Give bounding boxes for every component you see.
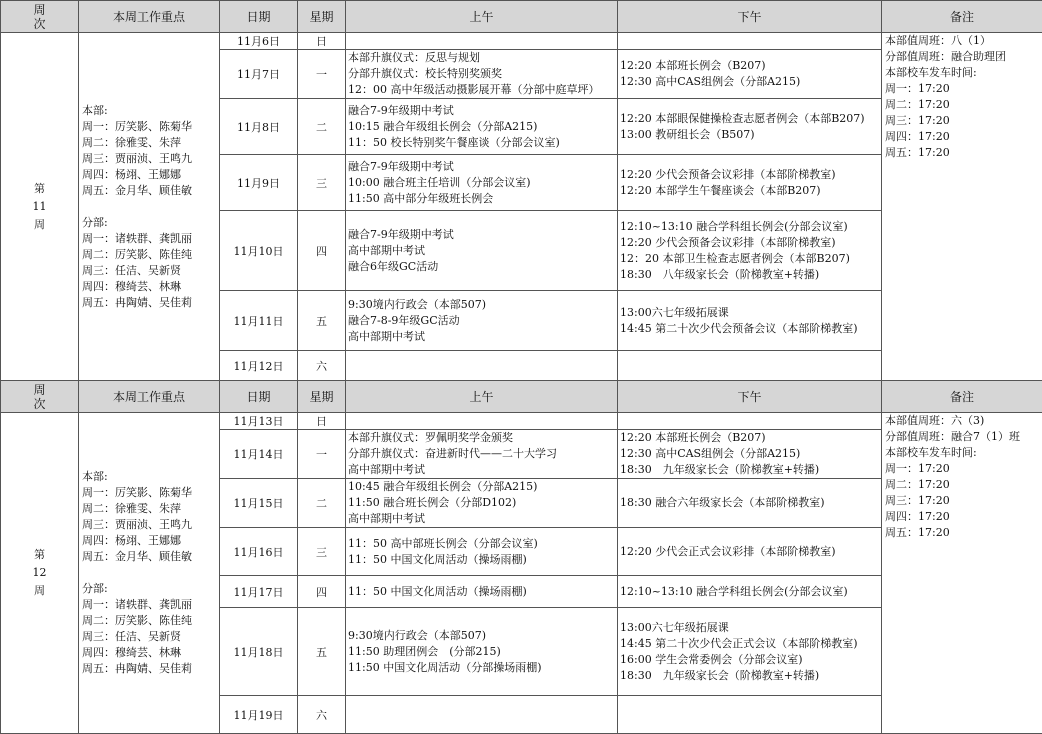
morning-event: 高中部期中考试: [348, 243, 615, 259]
note-line: 周三：17:20: [885, 493, 1040, 509]
note-line: 周四：17:20: [885, 129, 1040, 145]
morning-event: 融合6年级GC活动: [348, 259, 615, 275]
duty-item: 周一：诸轶群、龚凯丽: [82, 597, 217, 613]
morning-event: 10:00 融合班主任培训（分部会议室): [348, 175, 615, 191]
date-cell: 11月18日: [220, 608, 298, 696]
header-row: [1, 1, 1042, 33]
afternoon-event: 12:30 高中CAS组例会（分部A215): [620, 74, 879, 90]
morning-event: 高中部期中考试: [348, 329, 615, 345]
afternoon-event: 12:20 本部班长例会（B207): [620, 430, 879, 446]
note-line: 周五：17:20: [885, 145, 1040, 161]
morning-cell: [346, 430, 618, 479]
week-label-part: 第: [3, 180, 76, 198]
afternoon-event: 18:30 九年级家长会（阶梯教室+转播): [620, 462, 879, 478]
date-cell: 11月15日: [220, 479, 298, 528]
note-line: 分部值周班：融合7（1）班: [885, 429, 1040, 445]
date-cell: 11月19日: [220, 696, 298, 734]
afternoon-event: 13:00六七年级拓展课: [620, 305, 879, 321]
note-line: 周五：17:20: [885, 525, 1040, 541]
duty-item: 周二：徐雅雯、朱萍: [82, 135, 217, 151]
spacer: [82, 565, 217, 581]
date-cell: 11月9日: [220, 155, 298, 211]
afternoon-event: 13:00六七年级拓展课: [620, 620, 879, 636]
afternoon-cell: [618, 33, 882, 50]
date-cell: 11月14日: [220, 430, 298, 479]
morning-event: 11：50 校长特别奖午餐座谈（分部会议室): [348, 135, 615, 151]
duty-item: 周三：贾丽浈、王鸣九: [82, 151, 217, 167]
note-line: 周一：17:20: [885, 81, 1040, 97]
weekday-cell: 二: [298, 479, 346, 528]
afternoon-cell: [618, 155, 882, 211]
duty-item: 周一：诸轶群、龚凯丽: [82, 231, 217, 247]
header-focus: 本周工作重点: [79, 381, 220, 413]
header-focus: 本周工作重点: [79, 1, 220, 33]
morning-event: 11：50 中国文化周活动（操场雨棚): [348, 552, 615, 568]
day-row: [1, 413, 1042, 430]
duty-item: 周四：穆绮芸、林琳: [82, 279, 217, 295]
duty-item: 周四：杨翊、王娜娜: [82, 167, 217, 183]
duty-item: 周三：贾丽浈、王鸣九: [82, 517, 217, 533]
branch-campus-title: 分部:: [82, 215, 217, 231]
afternoon-cell: [618, 413, 882, 430]
afternoon-event: 18:30 八年级家长会（阶梯教室+转播): [620, 267, 879, 283]
duty-item: 周五：金月华、顾佳敏: [82, 183, 217, 199]
date-cell: 11月11日: [220, 291, 298, 351]
afternoon-cell: [618, 291, 882, 351]
branch-campus-title: 分部:: [82, 581, 217, 597]
weekday-cell: 四: [298, 211, 346, 291]
morning-event: 融合7-8-9年级GC活动: [348, 313, 615, 329]
morning-event: 9:30境内行政会（本部507): [348, 297, 615, 313]
weekly-focus: [79, 33, 220, 381]
morning-cell: [346, 291, 618, 351]
header-pm: 下午: [618, 381, 882, 413]
morning-event: 高中部期中考试: [348, 511, 615, 527]
week-number: [1, 33, 79, 381]
header-pm: 下午: [618, 1, 882, 33]
date-cell: 11月13日: [220, 413, 298, 430]
afternoon-event: 12:20 本部学生午餐座谈会（本部B207): [620, 183, 879, 199]
morning-cell: [346, 413, 618, 430]
duty-item: 周二：厉笑影、陈佳纯: [82, 613, 217, 629]
afternoon-cell: [618, 608, 882, 696]
afternoon-event: 12:20 少代会预备会议彩排（本部阶梯教室): [620, 167, 879, 183]
afternoon-cell: [618, 479, 882, 528]
morning-cell: [346, 33, 618, 50]
week-number: [1, 413, 79, 734]
weekly-focus: [79, 413, 220, 734]
header-row: [1, 381, 1042, 413]
note-line: 周四：17:20: [885, 509, 1040, 525]
morning-event: 10:15 融合年级组长例会（分部A215): [348, 119, 615, 135]
morning-event: 本部升旗仪式：反思与规划: [348, 50, 615, 66]
header-date: 日期: [220, 381, 298, 413]
week-label-part: 12: [3, 564, 76, 582]
afternoon-event: 12:20 本部眼保健操检查志愿者例会（本部B207): [620, 111, 879, 127]
afternoon-event: 14:45 第二十次少代会正式会议（本部阶梯教室): [620, 636, 879, 652]
afternoon-event: 16:00 学生会常委例会（分部会议室): [620, 652, 879, 668]
weekday-cell: 一: [298, 430, 346, 479]
day-row: [1, 33, 1042, 50]
morning-event: 11:50 助理团例会 (分部215): [348, 644, 615, 660]
header-week: 周 次: [1, 1, 79, 33]
morning-event: 9:30境内行政会（本部507): [348, 628, 615, 644]
date-cell: 11月16日: [220, 528, 298, 576]
morning-cell: [346, 479, 618, 528]
week-label-part: 第: [3, 546, 76, 564]
weekday-cell: 六: [298, 351, 346, 381]
afternoon-event: 12:20 少代会预备会议彩排（本部阶梯教室): [620, 235, 879, 251]
duty-item: 周一：厉笑影、陈菊华: [82, 485, 217, 501]
header-date: 日期: [220, 1, 298, 33]
weekday-cell: 五: [298, 608, 346, 696]
morning-cell: [346, 696, 618, 734]
afternoon-event: 18:30 九年级家长会（阶梯教室+转播): [620, 668, 879, 684]
morning-event: 10:45 融合年级组长例会（分部A215): [348, 479, 615, 495]
afternoon-event: 12:30 高中CAS组例会（分部A215): [620, 446, 879, 462]
afternoon-cell: [618, 430, 882, 479]
morning-event: 11：50 高中部班长例会（分部会议室): [348, 536, 615, 552]
morning-cell: [346, 576, 618, 608]
morning-event: 分部升旗仪式：奋进新时代——二十大学习: [348, 446, 615, 462]
notes-cell: [882, 413, 1042, 734]
afternoon-event: 12:10~13:10 融合学科组长例会(分部会议室): [620, 219, 879, 235]
morning-cell: [346, 351, 618, 381]
note-line: 本部校车发车时间:: [885, 445, 1040, 461]
header-am: 上午: [346, 1, 618, 33]
morning-event: 11:50 中国文化周活动（分部操场雨棚): [348, 660, 615, 676]
morning-event: 分部升旗仪式：校长特别奖颁奖: [348, 66, 615, 82]
morning-cell: [346, 155, 618, 211]
duty-item: 周一：厉笑影、陈菊华: [82, 119, 217, 135]
note-line: 本部校车发车时间:: [885, 65, 1040, 81]
weekday-cell: 日: [298, 413, 346, 430]
header-weekday: 星期: [298, 381, 346, 413]
afternoon-cell: [618, 99, 882, 155]
date-cell: 11月17日: [220, 576, 298, 608]
morning-cell: [346, 528, 618, 576]
duty-item: 周四：穆绮芸、林琳: [82, 645, 217, 661]
header-week: 周 次: [1, 381, 79, 413]
afternoon-event: 12:20 少代会正式会议彩排（本部阶梯教室): [620, 544, 879, 560]
duty-item: 周二：厉笑影、陈佳纯: [82, 247, 217, 263]
header-am: 上午: [346, 381, 618, 413]
afternoon-event: 12：20 本部卫生检查志愿者例会（本部B207): [620, 251, 879, 267]
weekday-cell: 五: [298, 291, 346, 351]
note-line: 本部值周班：六（3): [885, 413, 1040, 429]
weekday-cell: 三: [298, 528, 346, 576]
afternoon-event: 12:20 本部班长例会（B207): [620, 58, 879, 74]
duty-item: 周二：徐雅雯、朱萍: [82, 501, 217, 517]
date-cell: 11月10日: [220, 211, 298, 291]
morning-event: 融合7-9年级期中考试: [348, 103, 615, 119]
morning-event: 11:50 融合班长例会（分部D102): [348, 495, 615, 511]
note-line: 周一：17:20: [885, 461, 1040, 477]
note-line: 分部值周班：融合助理团: [885, 49, 1040, 65]
weekday-cell: 日: [298, 33, 346, 50]
afternoon-cell: [618, 696, 882, 734]
duty-item: 周三：任洁、吴新贤: [82, 263, 217, 279]
afternoon-event: 13:00 教研组长会（B507): [620, 127, 879, 143]
afternoon-cell: [618, 50, 882, 99]
morning-event: 12：00 高中年级活动摄影展开幕（分部中庭草坪）: [348, 82, 615, 98]
note-line: 本部值周班：八（1）: [885, 33, 1040, 49]
afternoon-cell: [618, 351, 882, 381]
afternoon-cell: [618, 211, 882, 291]
afternoon-event: 18:30 融合六年级家长会（本部阶梯教室): [620, 495, 879, 511]
morning-event: 融合7-9年级期中考试: [348, 227, 615, 243]
morning-event: 本部升旗仪式：罗佩明奖学金颁奖: [348, 430, 615, 446]
week-label-part: 周: [3, 216, 76, 234]
notes-cell: [882, 33, 1042, 381]
date-cell: 11月8日: [220, 99, 298, 155]
morning-event: 11:50 高中部分年级班长例会: [348, 191, 615, 207]
duty-item: 周三：任洁、吴新贤: [82, 629, 217, 645]
note-line: 周二：17:20: [885, 97, 1040, 113]
week-label-part: 11: [3, 198, 76, 216]
date-cell: 11月6日: [220, 33, 298, 50]
weekday-cell: 一: [298, 50, 346, 99]
morning-cell: [346, 99, 618, 155]
morning-event: 11：50 中国文化周活动（操场雨棚): [348, 584, 615, 600]
date-cell: 11月12日: [220, 351, 298, 381]
morning-event: 融合7-9年级期中考试: [348, 159, 615, 175]
header-notes: 备注: [882, 381, 1042, 413]
afternoon-event: 14:45 第二十次少代会预备会议（本部阶梯教室): [620, 321, 879, 337]
duty-item: 周五：金月华、顾佳敏: [82, 549, 217, 565]
weekday-cell: 四: [298, 576, 346, 608]
date-cell: 11月7日: [220, 50, 298, 99]
morning-cell: [346, 211, 618, 291]
weekday-cell: 六: [298, 696, 346, 734]
morning-event: 高中部期中考试: [348, 462, 615, 478]
weekday-cell: 二: [298, 99, 346, 155]
morning-cell: [346, 608, 618, 696]
duty-item: 周五：冉陶婧、吴佳莉: [82, 295, 217, 311]
header-weekday: 星期: [298, 1, 346, 33]
afternoon-cell: [618, 576, 882, 608]
duty-item: 周五：冉陶婧、吴佳莉: [82, 661, 217, 677]
weekday-cell: 三: [298, 155, 346, 211]
week-label-part: 周: [3, 582, 76, 600]
header-notes: 备注: [882, 1, 1042, 33]
note-line: 周三：17:20: [885, 113, 1040, 129]
afternoon-cell: [618, 528, 882, 576]
duty-item: 周四：杨翊、王娜娜: [82, 533, 217, 549]
morning-cell: [346, 50, 618, 99]
main-campus-title: 本部:: [82, 103, 217, 119]
afternoon-event: 12:10~13:10 融合学科组长例会(分部会议室): [620, 584, 879, 600]
main-campus-title: 本部:: [82, 469, 217, 485]
spacer: [82, 199, 217, 215]
note-line: 周二：17:20: [885, 477, 1040, 493]
